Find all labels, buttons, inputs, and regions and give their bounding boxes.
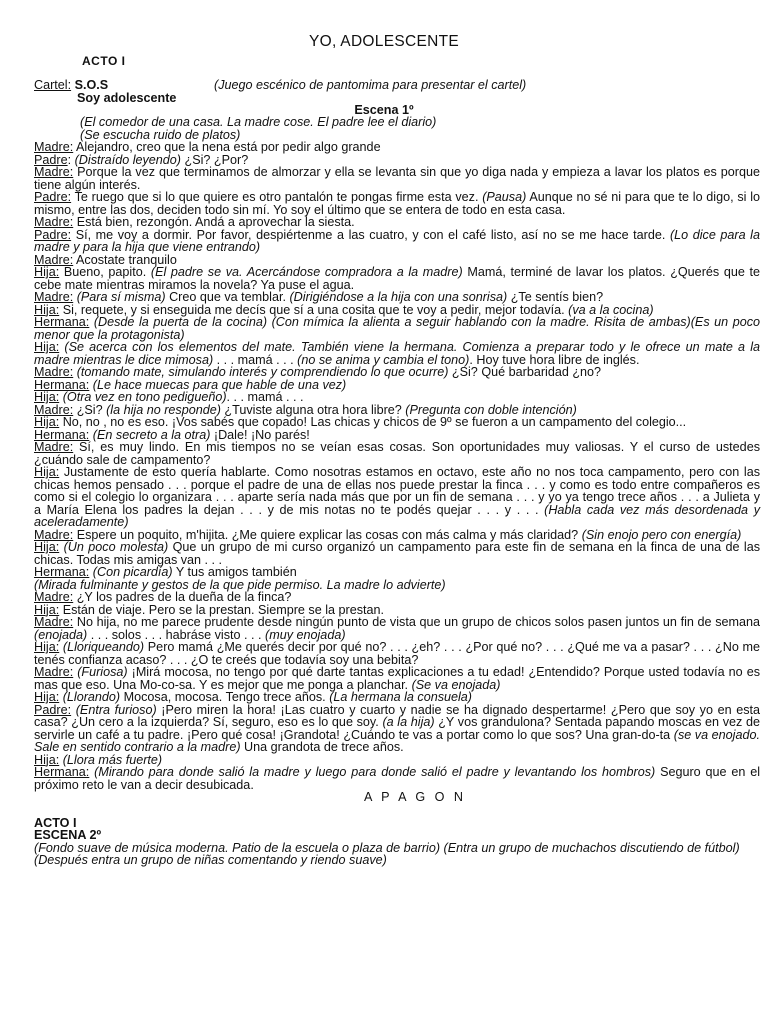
dialogue-line <box>34 616 760 641</box>
stage-direction-text: (Furiosa) <box>77 665 128 679</box>
page-title: YO, ADOLESCENTE <box>308 33 460 50</box>
dialogue-text: . . . mamá . . . <box>226 390 304 404</box>
cartel-subtitle: Soy adolescente <box>77 91 177 105</box>
dialogue-text: Y tus amigos también <box>172 565 297 579</box>
dialogue-text: Alejandro, creo que la nena está por pedir algo grande <box>73 140 381 154</box>
spacer <box>34 804 760 817</box>
speaker-name: Hermana: <box>34 565 90 579</box>
dialogue-text: Una grandota de trece años. <box>240 740 404 754</box>
stage-direction: (Después entra un grupo de niñas comentando y riendo suave) <box>34 853 387 867</box>
dialogue-line <box>34 466 760 529</box>
speaker-name: Hermana: <box>34 377 90 392</box>
dialogue-text: Aunque no sé ni para que te lo digo, si lo mismo, entre las dos, deciden todo sin mí. Yo soy el último que se entera de todo en esta casa. <box>34 190 760 217</box>
scene-2-heading: ESCENA 2º <box>34 828 102 842</box>
speaker-name: Hija: <box>34 415 60 429</box>
stage-direction-text: (Otra vez en tono pedigueño) <box>62 390 227 404</box>
stage-direction-text: (enojada) <box>34 627 88 642</box>
stage-direction-text: (Mirada fulminante y gestos de la que pide permiso. La madre lo advierte) <box>34 577 446 592</box>
speaker-name: Madre: <box>34 365 74 379</box>
speaker-name: Hija: <box>34 540 60 554</box>
stage-direction-text: (Mirando para donde salió la madre y luego para donde salió el padre y levantando los hombros) <box>94 765 656 779</box>
speaker-name: Madre: <box>34 252 74 267</box>
speaker-name: Madre: <box>34 140 74 154</box>
stage-direction-text: (Lloriqueando) <box>62 640 145 654</box>
dialogue-line <box>34 316 760 341</box>
stage-direction-text: (va a la cocina) <box>568 302 654 317</box>
speaker-name: Madre: <box>34 527 74 542</box>
speaker-name: Hermana: <box>34 765 90 779</box>
blackout-cue: A P A G O N <box>363 790 467 804</box>
speaker-name: Hija: <box>34 602 60 617</box>
dialogue-text: . Hoy tuve hora libre de inglés. <box>469 352 640 367</box>
stage-direction-text: (Pausa) <box>482 190 527 204</box>
dialogue-text: Seguro que en el próximo reto le van a decir desubicada. <box>34 765 760 792</box>
stage-direction-text: (Distraído leyendo) <box>74 152 182 167</box>
dialogue-text: ¿Tuviste alguna otra hora libre? <box>220 402 406 417</box>
speaker-name: Madre: <box>34 440 74 454</box>
dialogue-text: ¡Pero miren la hora! ¡Las cuatro y cuarto y nadie se ha dignado despertarme! ¿Pero que soy yo en esta casa? ¿Un cero a la izquierda? Sí, seguro, eso es lo que soy. <box>34 702 760 729</box>
dialogue-text: ¿Te sentís bien? <box>507 290 604 304</box>
dialogue-text: ¿Si? Qué barbaridad ¿no? <box>448 365 602 379</box>
dialogue-text: ¡Dale! ¡No parés! <box>210 427 310 442</box>
dialogue-text: . . . solos . . . habráse visto . . . <box>87 627 266 642</box>
dialogue-text: Si, requete, y si enseguida me decís que sí a una cosita que te voy a pedir, mejor todavía. <box>59 302 569 317</box>
stage-direction-text: (no se anima y cambia el tono) <box>297 352 470 367</box>
speaker-name: Madre: <box>34 665 74 679</box>
speaker-name: Madre: <box>34 215 74 229</box>
dialogue-line <box>34 341 760 366</box>
speaker-name: Madre: <box>34 615 74 629</box>
dialogue-line <box>34 191 760 216</box>
dialogue-text: ¿Si? <box>73 402 107 417</box>
stage-direction-text: (Se acerca con los elementos del mate. También viene la hermana. Comienza a preparar todo y le ofrece un mate a la madre mientras le dice mimosa) <box>34 340 760 367</box>
speaker-name: Padre <box>34 152 68 167</box>
stage-direction-text: (En secreto a la otra) <box>92 427 211 442</box>
speaker-name: Madre: <box>34 165 74 179</box>
dialogue-text: Sí, es muy lindo. En mis tiempos no se veían esas cosas. Son oportunidades muy valiosas. Y el curso de ustedes ¿cuándo sale de campamento? <box>34 440 760 467</box>
stage-direction-text: (Un poco molesta) <box>63 540 169 554</box>
speaker-name: Padre: <box>34 227 72 242</box>
stage-direction: (Se escucha ruido de platos) <box>80 127 241 142</box>
stage-direction-text: (tomando mate, simulando interés y comprendiendo lo que ocurre) <box>76 365 449 379</box>
dialogue-text: Creo que va temblar. <box>165 290 290 304</box>
stage-direction-text: (Habla cada vez más desordenada y aceleradamente) <box>34 502 760 529</box>
speaker-name: Hermana: <box>34 315 90 329</box>
stage-direction-text: (Para sí misma) <box>76 290 166 304</box>
dialogue-text: ¿Y los padres de la dueña de la finca? <box>73 590 292 604</box>
stage-direction-text: (El padre se va. Acercándose compradora a la madre) <box>150 265 463 279</box>
stage-direction-text: (Llorando) <box>62 690 121 704</box>
dialogue-text: Sí, me voy a dormir. Por favor, despiértenme a las cuatro, y con el café listo, así no se me hace tarde. <box>71 227 670 242</box>
stage-direction-text: (Lo dice para la madre y para la hija que viene entrando) <box>34 227 760 254</box>
stage-direction-text: (Con picardía) <box>92 565 173 579</box>
speaker-name: Hija: <box>34 640 60 654</box>
cartel-line <box>34 79 754 92</box>
speaker-name: Hija: <box>34 465 60 479</box>
dialogue-text: ¡Mirá mocosa, no tengo por qué darte tantas explicaciones a tu edad! ¿Entendido? Porque usted todavía no es mas que eso. Una Mo-co-sa. Y es mejor que me ponga a planchar. <box>34 665 760 692</box>
speaker-name: Madre: <box>34 402 74 417</box>
stage-direction-text: (a la hija) <box>382 715 435 729</box>
dialogue-text: Bueno, papito. <box>59 265 151 279</box>
dialogue-text: Acostate tranquilo <box>73 252 177 267</box>
dialogue-lines <box>34 141 760 791</box>
dialogue-line <box>34 641 760 666</box>
dialogue-text: Porque la vez que terminamos de almorzar y ella se levanta sin que yo diga nada y empieza a lavar los platos es porque tiene algún interés. <box>34 165 760 192</box>
dialogue-line <box>34 229 760 254</box>
stage-direction-text: (Dirigiéndose a la hija con una sonrisa) <box>289 290 508 304</box>
dialogue-text: Pero mamá ¿Me querés decir por qué no? . . . ¿eh? . . . ¿Por qué no? . . . ¿Qué me va a pasar? . . . ¿No me tenés confianza acaso? . . . ¿O te creés que todavía soy una bebita? <box>34 640 761 667</box>
dialogue-text: . . . mamá . . . <box>213 352 298 367</box>
stage-direction-text: (muy enojada) <box>265 627 346 642</box>
dialogue-line <box>34 541 760 566</box>
stage-direction-text: (Llora más fuerte) <box>62 752 163 767</box>
speaker-name: Hija: <box>34 390 60 404</box>
dialogue-text: ¿Si? ¿Por? <box>181 152 249 167</box>
stage-direction-text: (se va enojado. Sale en sentido contrario a la madre) <box>34 727 760 754</box>
speaker-name: Hija: <box>34 265 60 279</box>
speaker-name: Hija: <box>34 752 60 767</box>
dialogue-line <box>34 704 760 754</box>
stage-direction-text: (Desde la puerta de la cocina) (Con mímica la alienta a seguir hablando con la madre. Risita de ambas)(Es un poco menor que la protagonista) <box>34 315 761 342</box>
speaker-name: Hermana: <box>34 427 90 442</box>
speaker-name: Padre: <box>34 190 72 204</box>
dialogue-text: Mocosa, mocosa. Tengo trece años. <box>120 690 330 704</box>
dialogue-text: Están de viaje. Pero se la prestan. Siempre se la prestan. <box>59 602 385 617</box>
act-heading-2: ACTO I <box>34 815 77 830</box>
stage-direction-text: (Sin enojo pero con energía) <box>581 527 742 542</box>
stage-direction-text: (La hermana la consuela) <box>329 690 472 704</box>
stage-direction-text: (Le hace muecas para que hable de una vez) <box>92 377 347 392</box>
dialogue-line <box>34 166 760 191</box>
dialogue-text: Espere un poquito, m'hijita. ¿Me quiere explicar las cosas con más calma y más claridad? <box>73 527 582 542</box>
cartel-label: Cartel: <box>34 78 72 92</box>
dialogue-text: ¿Y vos grandulona? Sentada papando moscas en vez de servirle un café a tu padre. ¡Pero qué cosa! ¡Grandota! ¿Cuándo te vas a portar como lo que sos? Una gran-do-ta <box>34 715 760 742</box>
stage-direction: (Fondo suave de música moderna. Patio de la escuela o plaza de barrio) (Entra un grupo de muchachos discutiendo de fútbol) <box>34 840 740 855</box>
speaker-name: Madre: <box>34 590 74 604</box>
dialogue-line <box>34 666 760 691</box>
stage-direction-text: (la hija no responde) <box>106 402 221 417</box>
speaker-name: Hija: <box>34 302 60 317</box>
speaker-name: Madre: <box>34 290 74 304</box>
cartel-description: (Juego escénico de pantomima para presentar el cartel) <box>214 78 527 92</box>
dialogue-text: : <box>67 152 75 167</box>
dialogue-text: No hija, no me parece prudente desde ningún punto de vista que un grupo de chicos solos pasen juntos un fin de semana <box>73 615 760 629</box>
act-heading: ACTO I <box>82 54 126 68</box>
dialogue-text: Está bien, rezongón. Andá a aprovechar la siesta. <box>73 215 355 229</box>
cartel-value: S.O.S <box>71 78 109 92</box>
scene-1-heading: Escena 1º <box>354 103 414 117</box>
dialogue-line <box>34 441 760 466</box>
speaker-name: Padre: <box>34 702 72 717</box>
dialogue-text: Que un grupo de mi curso organizó un campamento para este fin de semana en la finca de una de las chicas. Todas mis amigas van . . . <box>34 540 761 567</box>
dialogue-text: No, no , no es eso. ¡Vos sabés que copado! Las chicas y chicos de 9º se fueron a un campamento del colegio... <box>59 415 687 429</box>
dialogue-line <box>34 266 760 291</box>
stage-direction-text: (Pregunta con doble intención) <box>405 402 577 417</box>
speaker-name: Hija: <box>34 340 60 354</box>
dialogue-text: Mamá, terminé de lavar los platos. ¿Querés que te cebe mate mientras miramos la novela? Ya puse el agua. <box>34 265 760 292</box>
script-body <box>34 116 760 867</box>
stage-direction-text: (Entra furioso) <box>75 702 157 717</box>
dialogue-text: Justamente de esto quería hablarte. Como nosotras estamos en octavo, este año no nos toca campamento, pero con las chicas hemos pensado . . . porque el padre de una de ellas nos puede prestar la finca . . . y como es todo entre compañeros es como si el colegio lo organizara . . . aparte sería nada más que por un fin de semana . . . y yo ya tengo trece años . . . a Julieta y a María Elena los padres la dejan . . . y de mis notas no te podés quejar . . . y . . . <box>34 465 760 517</box>
dialogue-text: Te ruego que si lo que quiere es otro pantalón te pongas firme esta vez. <box>71 190 483 204</box>
stage-direction: (El comedor de una casa. La madre cose. El padre lee el diario) <box>80 115 437 129</box>
dialogue-line <box>34 766 760 791</box>
speaker-name: Hija: <box>34 690 60 704</box>
stage-direction-text: (Se va enojada) <box>411 677 501 692</box>
